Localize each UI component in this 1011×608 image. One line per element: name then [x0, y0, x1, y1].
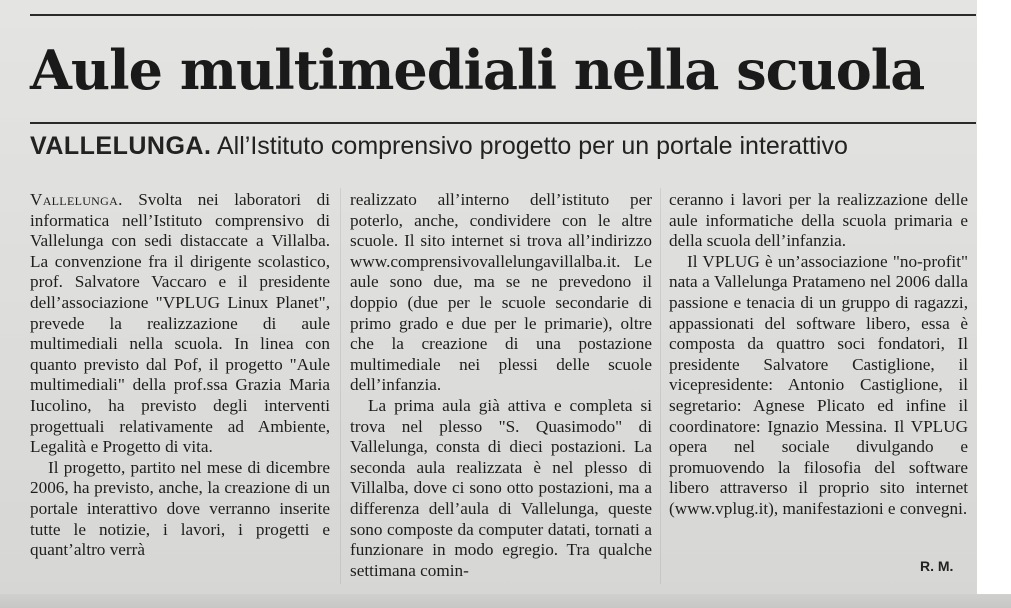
article-column-1 [30, 190, 330, 561]
headline: Aule multimediali nella scuola [30, 38, 925, 102]
article-column-2 [350, 190, 652, 581]
column-1-paragraph-1 [30, 190, 330, 458]
headline-rule [30, 122, 976, 124]
column-2-paragraph-1: realizzato all’interno dell’istituto per poterlo, anche, condividere con le altre scuole. Il sito internet si trova all’indirizzo www.comprensivovallelungavillalba.it. Le aule sono due, ma se ne prevedono il doppio (due per le scuole secondarie di primo grado e due per le primarie), oltre che la creazione di una postazione multimediale nei plessi delle scuole dell’infanzia. [350, 190, 652, 395]
column-3-paragraph-2: Il VPLUG è un’associazione "no-profit" nata a Vallelunga Pratameno nel 2006 dalla passione e tenacia di un gruppo di ragazzi, appassionati del software libero, essa è composta da quattro soci fondatori, Il presidente Salvatore Castiglione, il vicepresidente: Antonio Castiglione, il segretario: Agnese Plicato ed infine il coordinatore: Ignazio Messina. Il VPLUG opera nel sociale divulgando e promuovendo la filosofia del software libero attraverso il proprio sito internet (www.vplug.it), manifestazioni e convegni. [669, 251, 968, 518]
subhead-text: All’Istituto comprensivo progetto per un portale interattivo [217, 132, 848, 160]
column-3-paragraph-1: ceranno i lavori per la realizzazione delle aule informatiche della scuola primaria e della scuola dell’infanzia. [669, 190, 968, 251]
dateline: Vallelunga. [30, 190, 123, 209]
column-2-paragraph-2: La prima aula già attiva e completa si trova nel plesso "S. Quasimodo" di Vallelunga, consta di dieci postazioni. La seconda aula realizzata è nel plesso di Villalba, dove ci sono otto postazioni, ma a differenza dell’aula di Vallelunga, queste sono composte da computer datati, tornati a funzionare in modo egregio. Tra qualche settimana comin- [350, 395, 652, 580]
subhead-place: VALLELUNGA. [30, 132, 212, 160]
column-1-paragraph-2: Il progetto, partito nel mese di dicembre 2006, ha previsto, anche, la creazione di un portale interattivo dove verranno inserite tutte le notizie, i lavori, i progetti e quant’altro verrà [30, 457, 330, 560]
column-gutter-1 [340, 188, 341, 584]
subheadline [30, 130, 848, 162]
top-rule [30, 14, 976, 16]
column-1-paragraph-1-text: Svolta nei laboratori di informatica nell’Istituto comprensivo di Vallelunga con sedi distaccate a Villalba. La convenzione fra il dirigente scolastico, prof. Salvatore Vaccaro e il presidente dell’associazione "VPLUG Linux Planet", prevede la realizzazione di aule multimediali nella scuola. In linea con quanto previsto dal Pof, il progetto "Aule multimediali" della prof.ssa Grazia Maria Iucolino, ha previsto degli interventi progettuali relativamente ad Ambiente, Legalità e Progetto di vita. [30, 190, 331, 457]
article-column-3 [669, 190, 968, 520]
author-signature: R. M. [920, 558, 954, 574]
column-gutter-2 [660, 188, 661, 584]
scan-margin-right [977, 0, 1011, 608]
scan-margin-bottom [0, 594, 1011, 608]
